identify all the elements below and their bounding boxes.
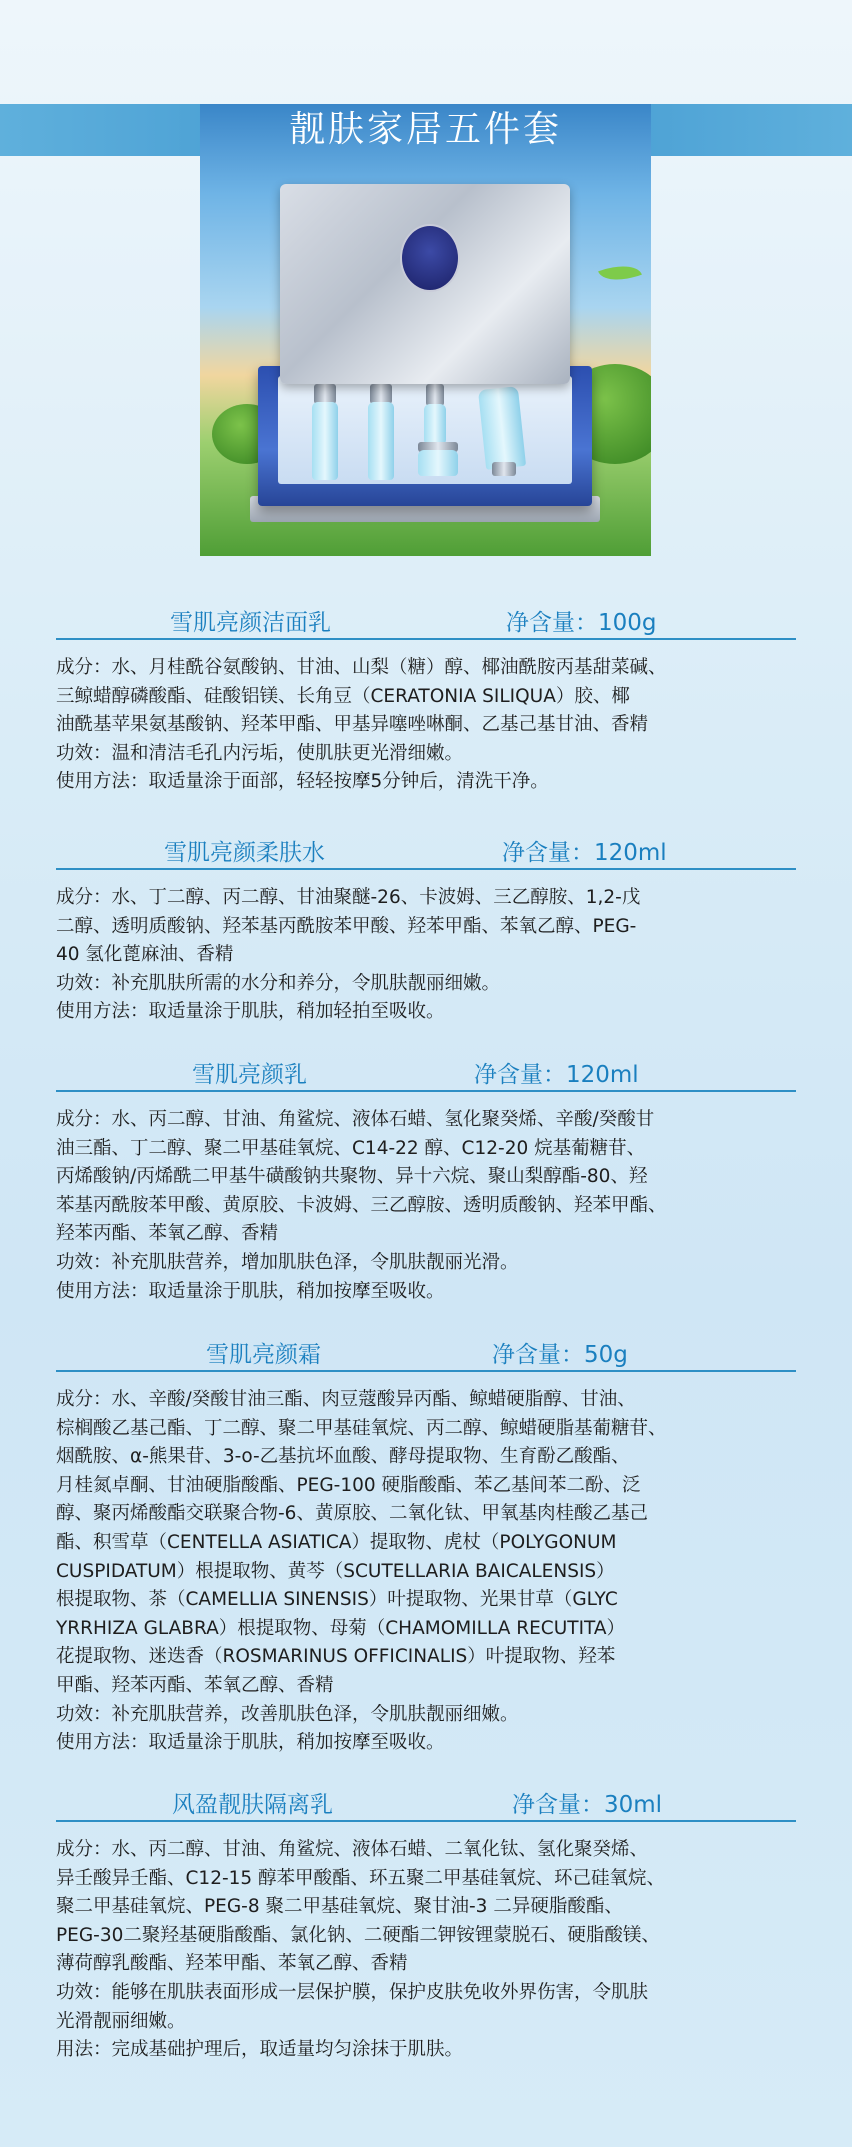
desc-line: 功效：补充肌肤所需的水分和养分，令肌肤靓丽细嫩。	[56, 972, 501, 994]
product-section-emulsion	[56, 1054, 796, 1306]
bottle-cap	[314, 384, 336, 404]
desc-line: 三鲸蜡醇磷酸酯、硅酸铝镁、长角豆（CERATONIA SILIQUA）胶、椰	[56, 685, 630, 707]
tube-cap	[492, 462, 516, 476]
hero-image	[200, 104, 651, 556]
desc-line: 薄荷醇乳酸酯、羟苯甲酯、苯氧乙醇、香精	[56, 1953, 408, 1975]
product-section-cream	[56, 1334, 796, 1758]
net-content: 净含量：120ml	[474, 1062, 639, 1088]
desc-line: 酯、积雪草（CENTELLA ASIATICA）提取物、虎杖（POLYGONUM	[56, 1531, 617, 1553]
desc-line: 成分：水、丙二醇、甘油、角鲨烷、液体石蜡、氢化聚癸烯、辛酸/癸酸甘	[56, 1109, 655, 1130]
product-name: 雪肌亮颜乳	[192, 1062, 307, 1088]
desc-line: 棕榈酸乙基己酯、丁二醇、聚二甲基硅氧烷、丙二醇、鲸蜡硬脂基葡糖苷、	[56, 1417, 667, 1439]
desc-line: 功效：补充肌肤营养，增加肌肤色泽，令肌肤靓丽光滑。	[56, 1251, 519, 1273]
tube-cleanser	[478, 386, 526, 470]
desc-line: 功效：温和清洁毛孔内污垢，使肌肤更光滑细嫩。	[56, 742, 464, 764]
product-name: 雪肌亮颜霜	[206, 1342, 321, 1368]
gift-box-lid	[280, 184, 570, 384]
desc-line: 使用方法：取适量涂于面部，轻轻按摩5分钟后，清洗干净。	[56, 771, 549, 793]
bottle-primer	[424, 404, 446, 444]
desc-line: YRRHIZA GLABRA）根提取物、母菊（CHAMOMILLA RECUTITA）	[56, 1617, 626, 1639]
net-content: 净含量：50g	[492, 1342, 628, 1368]
product-name: 雪肌亮颜洁面乳	[170, 610, 331, 636]
section-header	[56, 1784, 796, 1822]
desc-line: 油三酯、丁二醇、聚二甲基硅氧烷、C14-22 醇、C12-20 烷基葡糖苷、	[56, 1137, 646, 1159]
desc-line: 成分：水、丁二醇、丙二醇、甘油聚醚-26、卡波姆、三乙醇胺、1,2-戊	[56, 887, 641, 908]
desc-line: 甲酯、羟苯丙酯、苯氧乙醇、香精	[56, 1674, 334, 1696]
desc-line: 二醇、透明质酸钠、羟苯基丙酰胺苯甲酸、羟苯甲酯、苯氧乙醇、PEG-	[56, 915, 637, 937]
desc-line: 花提取物、迷迭香（ROSMARINUS OFFICINALIS）叶提取物、羟苯	[56, 1646, 616, 1668]
page-title: 靓肤家居五件套	[288, 109, 562, 150]
bottle-lotion	[368, 402, 394, 480]
desc-line: 羟苯丙酯、苯氧乙醇、香精	[56, 1223, 279, 1245]
desc-line: 使用方法：取适量涂于肌肤，稍加轻拍至吸收。	[56, 1001, 445, 1023]
product-description	[56, 870, 796, 1027]
desc-line: CUSPIDATUM）根提取物、黄芩（SCUTELLARIA BAICALENSIS）	[56, 1560, 615, 1582]
jar-cream	[418, 450, 458, 476]
bottle-cap	[370, 384, 392, 404]
section-header	[56, 1054, 796, 1092]
desc-line: 40 氢化蓖麻油、香精	[56, 944, 234, 966]
gift-box-tray	[278, 376, 572, 484]
desc-line: 成分：水、丙二醇、甘油、角鲨烷、液体石蜡、二氧化钛、氢化聚癸烯、	[56, 1839, 649, 1860]
product-description	[56, 1092, 796, 1306]
desc-line: 烟酰胺、α-熊果苷、3-o-乙基抗坏血酸、酵母提取物、生育酚乙酸酯、	[56, 1446, 630, 1468]
net-content: 净含量：30ml	[512, 1792, 663, 1818]
section-header	[56, 602, 796, 640]
desc-line: 用法：完成基础护理后，取适量均匀涂抹于肌肤。	[56, 2039, 464, 2061]
desc-line: PEG-30二聚羟基硬脂酸酯、氯化钠、二硬酯二钾铵锂蒙脱石、硬脂酸镁、	[56, 1924, 660, 1946]
product-section-cleanser	[56, 602, 796, 797]
product-section-primer	[56, 1784, 796, 2065]
section-header	[56, 1334, 796, 1372]
desc-line: 功效：补充肌肤营养，改善肌肤色泽，令肌肤靓丽细嫩。	[56, 1703, 519, 1725]
desc-line: 异壬酸异壬酯、C12-15 醇苯甲酸酯、环五聚二甲基硅氧烷、环己硅氧烷、	[56, 1867, 666, 1889]
product-name: 风盈靓肤隔离乳	[172, 1792, 333, 1818]
desc-line: 根提取物、茶（CAMELLIA SINENSIS）叶提取物、光果甘草（GLYC	[56, 1589, 618, 1611]
bottle-cap	[426, 384, 444, 406]
desc-line: 聚二甲基硅氧烷、PEG-8 聚二甲基硅氧烷、聚甘油-3 二异硬脂酸酯、	[56, 1896, 623, 1918]
desc-line: 使用方法：取适量涂于肌肤，稍加按摩至吸收。	[56, 1280, 445, 1302]
desc-line: 成分：水、辛酸/癸酸甘油三酯、肉豆蔻酸异丙酯、鲸蜡硬脂醇、甘油、	[56, 1389, 636, 1410]
desc-line: 丙烯酸钠/丙烯酰二甲基牛磺酸钠共聚物、异十六烷、聚山梨醇酯-80、羟	[56, 1166, 648, 1188]
leaf-decoration	[598, 258, 642, 289]
desc-line: 苯基丙酰胺苯甲酸、黄原胶、卡波姆、三乙醇胺、透明质酸钠、羟苯甲酯、	[56, 1194, 667, 1216]
desc-line: 成分：水、月桂酰谷氨酸钠、甘油、山梨（糖）醇、椰油酰胺丙基甜菜碱、	[56, 657, 667, 678]
desc-line: 醇、聚丙烯酸酯交联聚合物-6、黄原胶、二氧化钛、甲氧基肉桂酸乙基己	[56, 1503, 648, 1525]
desc-line: 光滑靓丽细嫩。	[56, 2010, 186, 2032]
section-header	[56, 832, 796, 870]
net-content: 净含量：120ml	[502, 840, 667, 866]
net-content: 净含量：100g	[506, 610, 657, 636]
brand-emblem	[400, 224, 460, 292]
product-description	[56, 1822, 796, 2065]
product-name: 雪肌亮颜柔肤水	[164, 840, 325, 866]
gift-box-base	[258, 366, 592, 506]
desc-line: 功效：能够在肌肤表面形成一层保护膜，保护皮肤免收外界伤害，令肌肤	[56, 1981, 649, 2003]
product-section-toner	[56, 832, 796, 1027]
bottle-toner	[312, 402, 338, 480]
product-description	[56, 640, 796, 797]
desc-line: 使用方法：取适量涂于肌肤，稍加按摩至吸收。	[56, 1732, 445, 1754]
product-description	[56, 1372, 796, 1758]
desc-line: 月桂氮卓酮、甘油硬脂酸酯、PEG-100 硬脂酸酯、苯乙基间苯二酚、泛	[56, 1474, 641, 1496]
desc-line: 油酰基苹果氨基酸钠、羟苯甲酯、甲基异噻唑啉酮、乙基己基甘油、香精	[56, 714, 649, 736]
